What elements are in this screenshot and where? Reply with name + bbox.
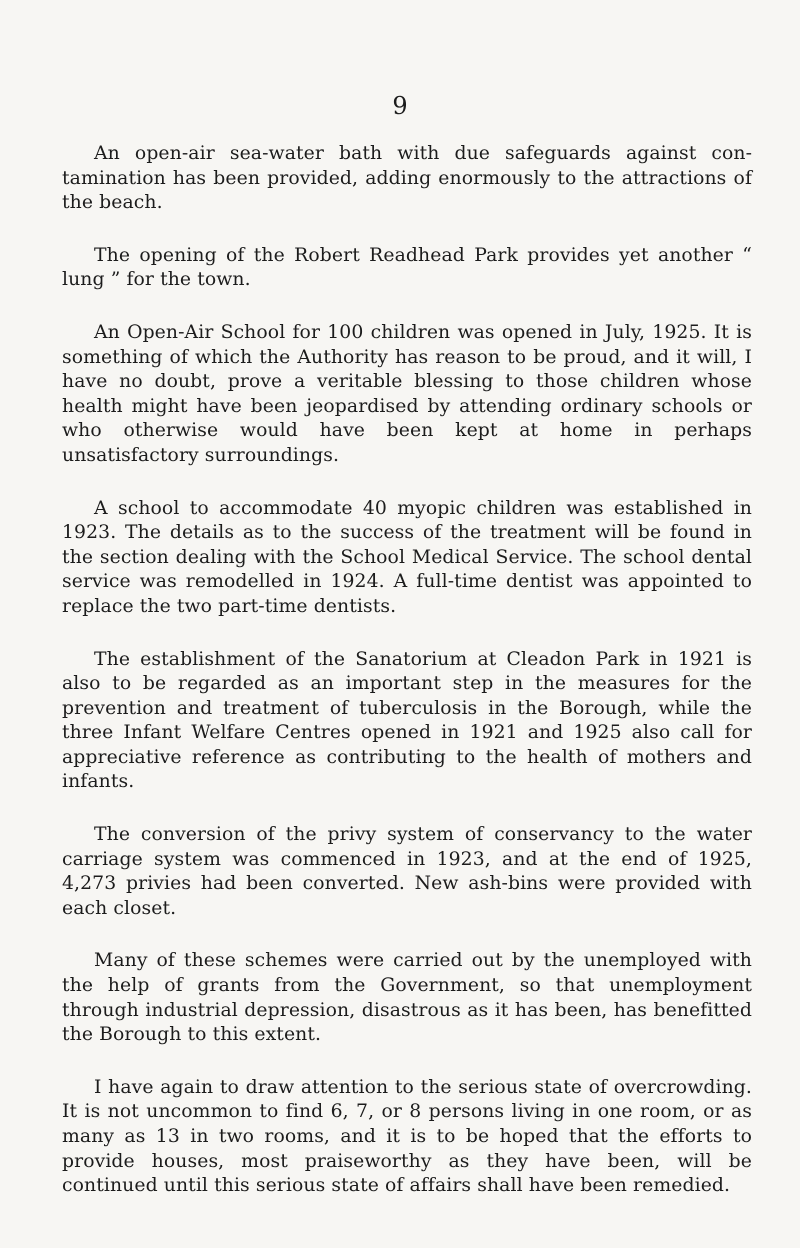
paragraph-readhead-park: The opening of the Robert Readhead Park provides yet another “ lung ” for the town. [62, 244, 752, 291]
paragraph-privy-conversion: The conversion of the privy system of conservancy to the water carriage system was commenced in 1923, and at the end of 1925, 4,273 privies had been converted. New ash-bins were provided with each closet. [62, 824, 752, 919]
paragraph-sanatorium: The establishment of the Sanatorium at Cleadon Park in 1921 is also to be regarded as an important step in the measures for the prevention and treatment of tuberculosis in the Borough, while the three Infant Welfare Centres opened in 1921 and 1925 also call for appreciative reference as contributing to the health of mothers and infants. [62, 648, 752, 793]
body-text [62, 142, 752, 1227]
paragraph-unemployed-schemes: Many of these schemes were carried out by the unemployed with the help of grants from the Government, so that unemployment through industrial depression, disastrous as it has been, has benefitted the Borough to this extent. [62, 950, 752, 1046]
page-number: 9 [392, 92, 408, 120]
paragraph-sea-water-bath: An open-air sea-water bath with due safeguards against contamination has been provided, adding enormously to the attractions of the beach. [62, 143, 752, 214]
paragraph-myopic-school: A school to accommodate 40 myopic children was established in 1923. The details as to the success of the treatment will be found in the section dealing with the School Medical Service. The school dental service was remodelled in 1924. A full-time dentist was appointed to replace the two part-time dentists. [62, 497, 752, 617]
paragraph-overcrowding: I have again to draw attention to the serious state of overcrowding. It is not uncommon to find 6, 7, or 8 persons living in one room, or as many as 13 in two rooms, and it is to be hoped that the efforts to provide houses, most praiseworthy as they have been, will be continued until this serious state of affairs shall have been remedied. [62, 1076, 752, 1197]
paragraph-open-air-school: An Open-Air School for 100 children was opened in July, 1925. It is something of which the Authority has reason to be proud, and it will, I have no doubt, prove a veritable blessing to those children whose health might have been jeopardised by attending ordinary schools or who otherwise would have been kept at home in perhaps unsatisfactory surroundings. [62, 321, 752, 466]
